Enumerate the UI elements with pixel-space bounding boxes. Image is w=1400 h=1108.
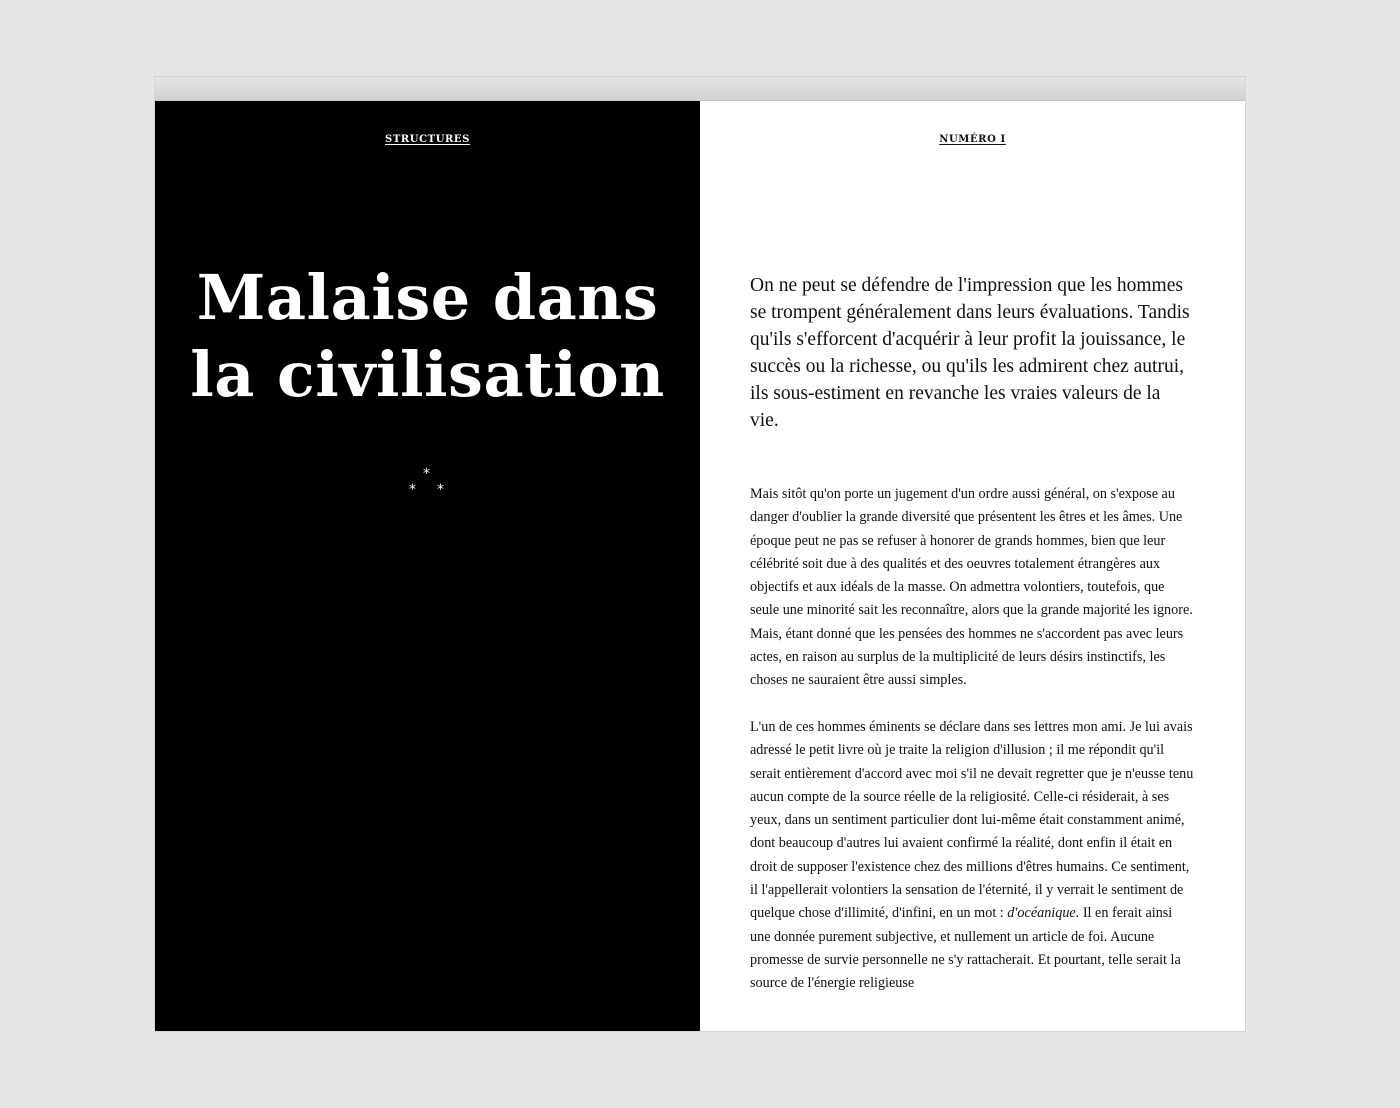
asterism-star-top: *: [423, 466, 430, 482]
paragraph-2-text-end: Il en ferait ainsi une donnée purement subjective, et nullement un article de foi. Aucune promesse de survie personnelle ne s'y rattacherait. Et pourtant, telle serait la source de l'énergie religieuse: [750, 905, 1181, 992]
asterism-star-right: *: [437, 482, 444, 498]
asterism-star-left: *: [409, 482, 416, 498]
title-line-1: Malaise dans: [196, 261, 659, 334]
title-line-2: la civilisation: [190, 338, 665, 411]
reader-window: [155, 77, 1245, 1031]
article-body: [750, 483, 1195, 1019]
issue-link-numero[interactable]: NUMÉRO I: [939, 134, 1006, 145]
paragraph-2-emphasis: d'océanique.: [1007, 905, 1080, 922]
section-link-structures[interactable]: STRUCTURES: [385, 134, 470, 145]
window-titlebar[interactable]: [155, 77, 1245, 101]
asterism-ornament: [155, 465, 700, 505]
paragraph-2-text-start: L'un de ces hommes éminents se déclare dans ses lettres mon ami. Je lui avais adressé le petit livre où je traite la religion d'illusion ; il me répondit qu'il serait entièrement d'accord avec moi s'il ne devait regretter que je n'eusse tenu aucun compte de la source réelle de la religiosité. Celle-ci résiderait, à ses yeux, dans un sentiment particulier dont lui-même était constamment animé, dont beaucoup d'autres lui avaient confirmé la réalité, dont enfin il était en droit de supposer l'existence chez des millions d'êtres humains. Ce sentiment, il l'appellerait volontiers la sensation de l'éternité, il y verrait le sentiment de quelque chose d'illimité, d'infini, en un mot :: [750, 718, 1194, 922]
left-page: [155, 101, 700, 1031]
right-page: [700, 101, 1245, 1031]
page-title: [155, 259, 700, 413]
body-paragraph-1: Mais sitôt qu'on porte un jugement d'un ordre aussi général, on s'expose au danger d'oublier la grande diversité que présentent les êtres et les âmes. Une époque peut ne pas se refuser à honorer de grands hommes, bien que leur célébrité soit due à des qualités et des oeuvres totalement étrangères aux objectifs et aux idéals de la masse. On admettra volontiers, toutefois, que seule une minorité sait les reconnaître, alors que la grande majorité les ignore. Mais, étant donné que les pensées des hommes ne s'accordent pas avec leurs actes, en raison au surplus de la multiplicité de leurs désirs instinctifs, les choses ne sauraient être aussi simples.: [750, 486, 1193, 689]
body-paragraph-2: [750, 716, 1195, 996]
lead-paragraph: On ne peut se défendre de l'impression que les hommes se trompent généralement dans leurs évaluations. Tandis qu'ils s'efforcent d'acquérir à leur profit la jouissance, le succès ou la richesse, ou qu'ils les admirent chez autrui, ils sous-estiment en revanche les vraies valeurs de la vie.: [750, 275, 1190, 431]
